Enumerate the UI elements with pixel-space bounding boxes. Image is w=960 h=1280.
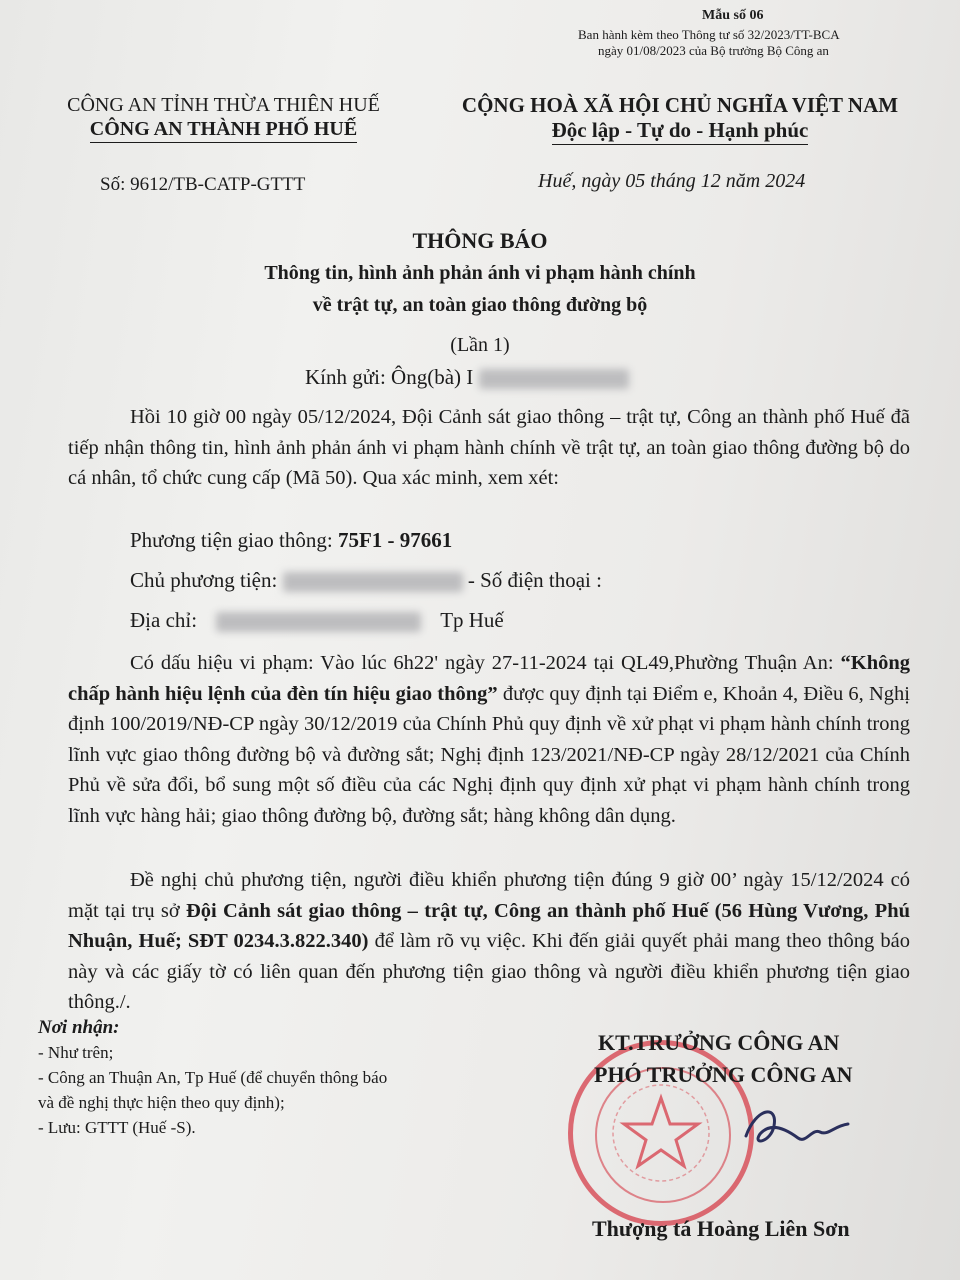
- request-location: Đội Cảnh sát giao thông – trật tự, Công an thành phố Huế (56 Hùng Vương, Phú Nhuận, Huế; SĐT 0234.3.822.340): [68, 899, 910, 952]
- document-subtitle-1: Thông tin, hình ảnh phản ánh vi phạm hành chính: [264, 262, 696, 284]
- violation-paragraph: [68, 648, 910, 831]
- intro-paragraph: [68, 402, 910, 494]
- violation-description: “Không chấp hành hiệu lệnh của đèn tín hiệu giao thông”: [68, 652, 910, 705]
- vehicle-plate: 75F1 - 97661: [337, 528, 453, 552]
- document-title: THÔNG BÁO: [412, 228, 548, 253]
- owner-label: Chủ phương tiện:: [130, 568, 278, 592]
- owner-line: [130, 565, 602, 595]
- recipient-item: - Công an Thuận An, Tp Huế (để chuyển thông báo: [38, 1068, 388, 1087]
- place-date: Huế, ngày 05 tháng 12 năm 2024: [538, 170, 806, 192]
- form-number: Mẫu số 06: [702, 8, 764, 23]
- signature-title-2: PHÓ TRƯỞNG CÔNG AN: [594, 1062, 853, 1087]
- addressee: [305, 362, 629, 392]
- recipient-item: - Lưu: GTTT (Huế -S).: [38, 1118, 196, 1137]
- signature-title-1: KT.TRƯỞNG CÔNG AN: [598, 1030, 840, 1055]
- document-subtitle-2: về trật tự, an toàn giao thông đường bộ: [312, 294, 648, 316]
- violation-prefix: Có dấu hiệu vi phạm: Vào lúc 6h22' ngày 27-11-2024 tại QL49,Phường Thuận An:: [130, 652, 841, 674]
- attempt-number: (Lần 1): [450, 334, 510, 356]
- signer-name: Thượng tá Hoàng Liên Sơn: [592, 1216, 850, 1241]
- request-paragraph: [68, 865, 910, 1018]
- request-prefix: Đề nghị chủ phương tiện, người điều khiển phương tiện đúng 9 giờ 00’ ngày 15/12/2024 có mặt tại trụ sở: [68, 869, 910, 922]
- address-suffix: Tp Huế: [440, 608, 504, 632]
- redacted-address: [216, 612, 421, 632]
- agency-parent: CÔNG AN TỈNH THỪA THIÊN HUẾ: [67, 94, 380, 116]
- address-label: Địa chỉ:: [130, 608, 198, 632]
- document-number: Số: 9612/TB-CATP-GTTT: [100, 174, 306, 195]
- violation-suffix: được quy định tại Điểm e, Khoản 4, Điều 6, Nghị định 100/2019/NĐ-CP ngày 30/12/2019 của Chính Phủ quy định về xử phạt vi phạm hành chính trong lĩnh vực giao thông đường bộ và đường sắt; Nghị định 123/2021/NĐ-CP ngày 28/12/2021 của Chính Phủ về sửa đổi, bổ sung một số điều của các Nghị định quy định xử phạt vi phạm hành chính trong lĩnh vực hàng hải; giao thông đường bộ, đường sắt; hàng không dân dụng.: [68, 682, 910, 827]
- country-name: CỘNG HOÀ XÃ HỘI CHỦ NGHĨA VIỆT NAM: [461, 93, 899, 117]
- intro-text: Hồi 10 giờ 00 ngày 05/12/2024, Đội Cảnh sát giao thông – trật tự, Công an thành phố Huế đã tiếp nhận thông tin, hình ảnh phản ánh vi phạm hành chính về trật tự, an toàn giao thông đường bộ do cá nhân, tổ chức cung cấp (Mã 50). Qua xác minh, xem xét:: [68, 406, 910, 489]
- recipients-block: [38, 1015, 387, 1140]
- vehicle-label: Phương tiện giao thông:: [130, 528, 338, 552]
- form-note-2: ngày 01/08/2023 của Bộ trưởng Bộ Công an: [598, 43, 829, 58]
- redacted-name: [479, 369, 629, 389]
- addressee-label: Kính gửi: Ông(bà) I: [305, 365, 474, 389]
- address-line: [130, 605, 504, 635]
- national-motto-text: Độc lập - Tự do - Hạnh phúc: [552, 118, 809, 145]
- national-motto: [420, 118, 940, 143]
- recipient-item: và đề nghị thực hiện theo quy định);: [38, 1093, 285, 1112]
- request-suffix: để làm rõ vụ việc. Khi đến giải quyết phải mang theo thông báo này và các giấy tờ có liên quan đến phương tiện giao thông và người điều khiển phương tiện giao thông./.: [68, 930, 910, 1013]
- form-note-1: Ban hành kèm theo Thông tư số 32/2023/TT-BCA: [578, 27, 840, 42]
- recipient-item: - Như trên;: [38, 1043, 114, 1062]
- vehicle-line: [130, 525, 452, 555]
- agency-issuer-text: CÔNG AN THÀNH PHỐ HUẾ: [90, 118, 357, 143]
- redacted-owner: [283, 572, 463, 592]
- handwritten-signature: [738, 1098, 858, 1158]
- recipients-heading: Nơi nhận:: [38, 1017, 120, 1038]
- agency-issuer: [46, 118, 401, 141]
- phone-label: - Số điện thoại :: [467, 568, 602, 592]
